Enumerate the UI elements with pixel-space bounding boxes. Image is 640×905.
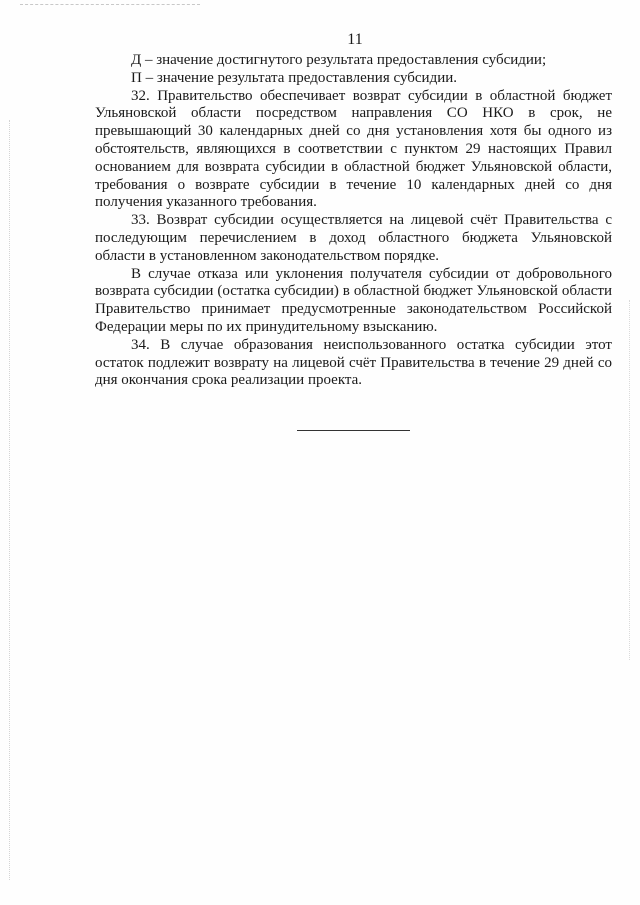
paragraph-refusal: В случае отказа или уклонения получателя субсидии от добровольного возврата субсидии (остатка субсидии) в областной бюджет Ульяновской области Правительство принимает предусмотренные законодательством Российской Федерации меры по их принудительному взысканию. [95,265,612,335]
end-separator-line [297,430,410,431]
paragraph-clause-34: 34. В случае образования неиспользованного остатка субсидии этот остаток подлежит возврату на лицевой счёт Правительства в течение 29 дней со дня окончания срока реализации проекта. [95,336,612,389]
paragraph-clause-33: 33. Возврат субсидии осуществляется на лицевой счёт Правительства с последующим перечислением в доход областного бюджета Ульяновской области в установленном законодательством порядке. [95,212,612,264]
paragraph-clause-32: 32. Правительство обеспечивает возврат субсидии в областной бюджет Ульяновской области посредством направления СО НКО в срок, не превышающий 30 календарных дней со дня установления хотя бы одного из обстоятельств, являющихся в соответствии с пунктом 29 настоящих Правил основанием для возврата субсидии в областной бюджет Ульяновской области, требования о возврате субсидии в течение 10 календарных дней со дня получения указанного требования. [95,87,612,211]
scan-artifact-right-edge [629,300,630,660]
scan-artifact-top [20,4,200,5]
scan-artifact-left-edge [9,120,10,880]
paragraph-formula-p: П – значение результата предоставления субсидии. [131,69,458,86]
page-number: 11 [347,31,363,48]
document-body [95,52,612,390]
paragraph-formula-d: Д – значение достигнутого результата предоставления субсидии; [131,52,547,68]
